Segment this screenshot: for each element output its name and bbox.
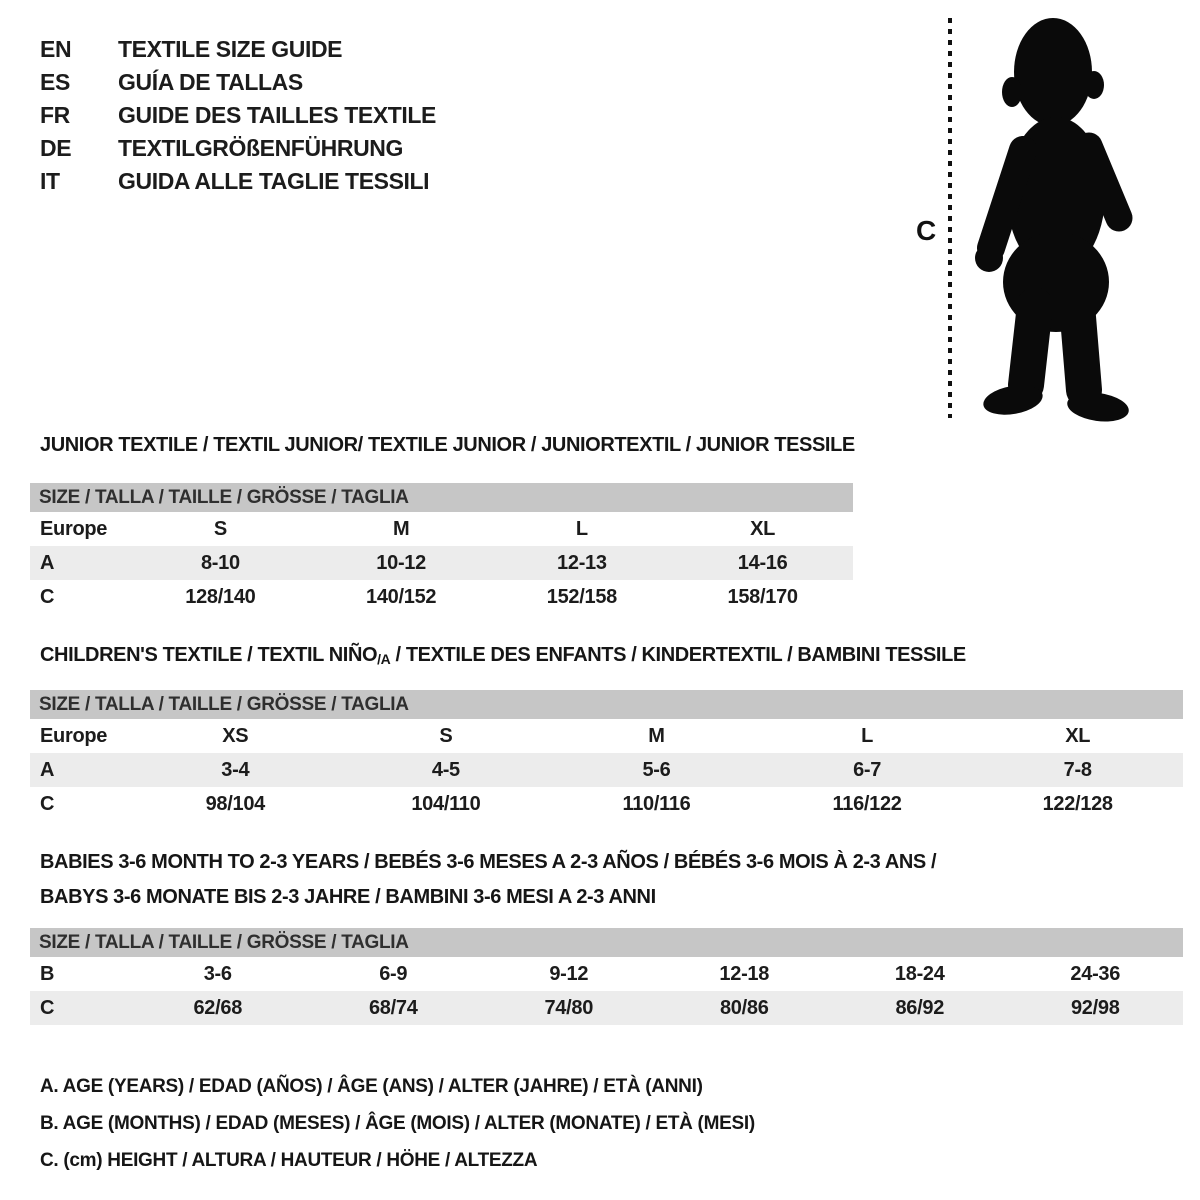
figure-measure-label: C — [916, 215, 937, 246]
height-cell: 152/158 — [546, 586, 617, 608]
height-cell: 122/128 — [1042, 793, 1113, 815]
language-title: GUIDE DES TAILLES TEXTILE — [118, 102, 436, 128]
language-title: TEXTILGRÖßENFÜHRUNG — [118, 135, 403, 161]
age-cell: 24-36 — [1070, 963, 1121, 985]
table-row — [30, 580, 853, 614]
junior-section-heading: JUNIOR TEXTILE / TEXTIL JUNIOR/ TEXTILE JUNIOR / JUNIORTEXTIL / JUNIOR TESSILE — [40, 434, 855, 456]
size-cell: L — [575, 518, 588, 540]
row-label: C — [40, 997, 55, 1019]
height-cell: 98/104 — [205, 793, 265, 815]
toddler-silhouette-icon — [975, 18, 1131, 425]
table-row — [30, 546, 853, 580]
size-cell: M — [392, 518, 410, 540]
height-cell: 116/122 — [832, 793, 902, 815]
age-cell: 8-10 — [200, 552, 240, 574]
row-label: B — [40, 963, 55, 985]
size-cell: M — [648, 725, 665, 747]
babies-section-heading-line2: BABYS 3-6 MONATE BIS 2-3 JAHRE / BAMBINI 3-6 MESI A 2-3 ANNI — [40, 886, 656, 908]
height-cell: 140/152 — [366, 586, 437, 608]
babies-section-heading-line1: BABIES 3-6 MONTH TO 2-3 YEARS / BEBÉS 3-6 MESES A 2-3 AÑOS / BÉBÉS 3-6 MOIS À 2-3 ANS / — [40, 851, 937, 873]
children-heading-text: CHILDREN'S TEXTILE / TEXTIL NIÑO — [40, 644, 378, 666]
age-cell: 7-8 — [1063, 759, 1092, 781]
age-cell: 6-9 — [379, 963, 408, 985]
legend-line-b: B. AGE (MONTHS) / EDAD (MESES) / ÂGE (MOIS) / ALTER (MONATE) / ETÀ (MESI) — [40, 1113, 755, 1134]
table-row — [30, 991, 1183, 1025]
table-row — [30, 512, 853, 546]
children-size-table — [30, 690, 1183, 821]
size-cell: L — [861, 725, 874, 747]
size-header-bar: SIZE / TALLA / TAILLE / GRÖSSE / TAGLIA — [30, 483, 853, 512]
measurement-legend — [40, 1068, 755, 1179]
table-row — [30, 957, 1183, 991]
list-item — [40, 66, 436, 99]
age-cell: 12-18 — [719, 963, 770, 985]
legend-line-a: A. AGE (YEARS) / EDAD (AÑOS) / ÂGE (ANS) / ALTER (JAHRE) / ETÀ (ANNI) — [40, 1076, 703, 1097]
age-cell: 10-12 — [376, 552, 426, 574]
children-section-heading — [40, 644, 966, 670]
size-header-bar: SIZE / TALLA / TAILLE / GRÖSSE / TAGLIA — [30, 690, 1183, 719]
age-cell: 3-4 — [221, 759, 250, 781]
children-heading-sub: /A — [377, 651, 391, 667]
babies-size-table — [30, 928, 1183, 1025]
language-code: FR — [40, 102, 70, 128]
height-cell: 104/110 — [411, 793, 481, 815]
language-code: IT — [40, 168, 60, 194]
age-cell: 14-16 — [737, 552, 788, 574]
language-title: GUÍA DE TALLAS — [118, 69, 303, 95]
legend-line-c: C. (cm) HEIGHT / ALTURA / HAUTEUR / HÖHE / ALTEZZA — [40, 1150, 538, 1171]
age-cell: 12-13 — [557, 552, 607, 574]
list-item — [40, 99, 436, 132]
height-cell: 68/74 — [368, 997, 418, 1019]
size-cell: XS — [222, 725, 249, 747]
row-label: A — [40, 759, 55, 781]
size-cell: XL — [1065, 725, 1091, 747]
age-cell: 3-6 — [203, 963, 232, 985]
age-cell: 5-6 — [642, 759, 671, 781]
age-cell: 9-12 — [549, 963, 589, 985]
height-cell: 86/92 — [895, 997, 945, 1019]
row-label: Europe — [40, 725, 108, 747]
height-cell: 128/140 — [185, 586, 256, 608]
row-label: C — [40, 586, 55, 608]
height-cell: 92/98 — [1070, 997, 1120, 1019]
list-item — [40, 132, 436, 165]
list-item — [40, 33, 436, 66]
language-code: ES — [40, 69, 70, 95]
size-header-bar: SIZE / TALLA / TAILLE / GRÖSSE / TAGLIA — [30, 928, 1183, 957]
size-cell: S — [439, 725, 453, 747]
age-cell: 18-24 — [894, 963, 945, 985]
row-label: A — [40, 552, 55, 574]
height-measure-figure — [900, 8, 1160, 426]
row-label: Europe — [40, 518, 108, 540]
junior-size-table — [30, 483, 853, 614]
list-item — [40, 165, 436, 198]
table-row — [30, 753, 1183, 787]
language-code: EN — [40, 36, 72, 62]
language-title: GUIDA ALLE TAGLIE TESSILI — [118, 168, 430, 194]
height-cell: 158/170 — [727, 586, 798, 608]
age-cell: 4-5 — [431, 759, 460, 781]
height-cell: 80/86 — [719, 997, 769, 1019]
height-cell: 110/116 — [622, 793, 691, 815]
height-cell: 74/80 — [544, 997, 594, 1019]
children-heading-text: / TEXTILE DES ENFANTS / KINDERTEXTIL / BAMBINI TESSILE — [390, 644, 966, 666]
table-row — [30, 719, 1183, 753]
language-title: TEXTILE SIZE GUIDE — [118, 36, 343, 62]
size-cell: XL — [750, 518, 776, 540]
age-cell: 6-7 — [853, 759, 882, 781]
table-row — [30, 787, 1183, 821]
row-label: C — [40, 793, 55, 815]
height-cell: 62/68 — [193, 997, 243, 1019]
language-code: DE — [40, 135, 72, 161]
language-title-list — [40, 33, 436, 198]
size-cell: S — [213, 518, 227, 540]
